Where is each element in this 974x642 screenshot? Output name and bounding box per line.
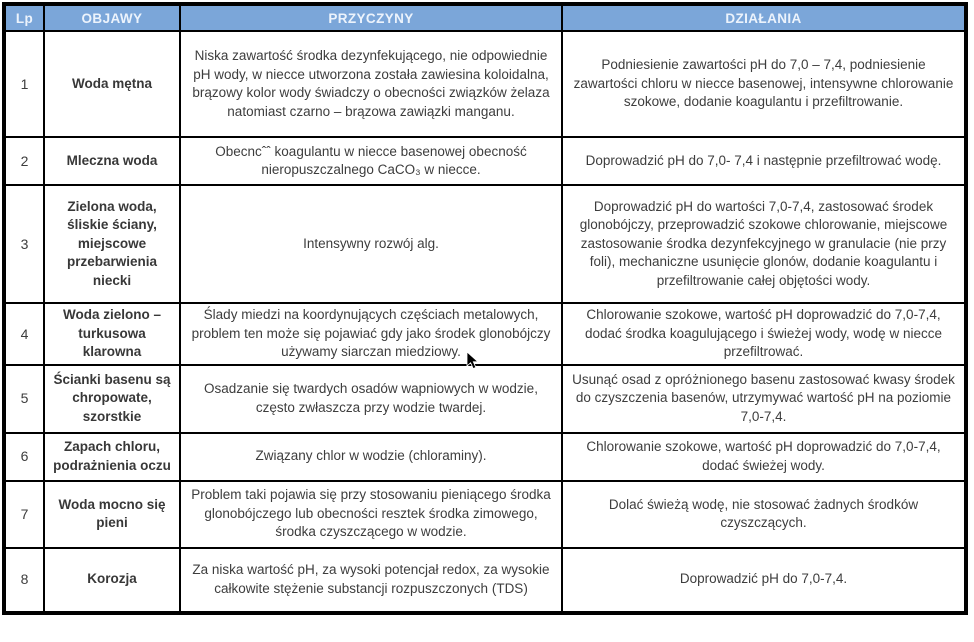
cell-dzialania: Dolać świeżą wodę, nie stosować żadnych środków czyszczących. [562,481,966,548]
cell-przyczyny: Problem taki pojawia się przy stosowaniu pieniącego środka glonobójczego lub obecności resztek środka zimowego, środka czyszczącego w wodzie. [180,481,562,548]
cell-lp: 6 [4,433,44,481]
cell-lp: 4 [4,303,44,365]
cell-dzialania: Podniesienie zawartości pH do 7,0 – 7,4, podniesienie zawartości chloru w niecce basenowej, intensywne chlorowanie szokowe, dodanie koagulantu i przefiltrowanie. [562,31,966,137]
cell-objawy: Zapach chloru, podrażnienia oczu [44,433,180,481]
cell-objawy: Woda mocno się pieni [44,481,180,548]
column-header-lp: Lp [4,4,44,31]
cell-przyczyny: Osadzanie się twardych osadów wapniowych w wodzie, często zwłaszcza przy wodzie twardej. [180,365,562,433]
cell-lp: 3 [4,185,44,303]
cell-objawy: Ścianki basenu są chropowate, szorstkie [44,365,180,433]
cell-dzialania: Doprowadzić pH do wartości 7,0-7,4, zastosować środek glonobójczy, przeprowadzić szokowe chlorowanie, miejscowe zastosowanie środka dezynfekcyjnego w granulacie (nie przy foli), mechaniczne usunięcie glonów, dodanie koagulantu i przefiltrowanie całej objętości wody. [562,185,966,303]
column-header-objawy: OBJAWY [44,4,180,31]
cell-dzialania: Chlorowanie szokowe, wartość pH doprowadzić do 7,0-7,4, dodać środka koagulującego i świeżej wody, wodę w niecce przefiltrować. [562,303,966,365]
table-row [4,365,966,433]
cell-przyczyny: Obecncˆˆ koagulantu w niecce basenowej obecność nieropuszczalnego CaCO₃ w niecce. [180,137,562,185]
cell-dzialania: Usunąć osad z opróżnionego basenu zastosować kwasy środek do czyszczenia basenów, utrzymywać wartość pH na poziomie 7,0-7,4. [562,365,966,433]
cell-objawy: Mleczna woda [44,137,180,185]
cell-objawy: Korozja [44,548,180,613]
column-header-dzialania: DZIAŁANIA [562,4,966,31]
table-row [4,433,966,481]
table-row [4,137,966,185]
cell-przyczyny: Ślady miedzi na koordynujących częściach metalowych, problem ten może się pojawiać gdy jako środek glonobójczy używamy siarczan miedziowy. [180,303,562,365]
table-row [4,31,966,137]
table-body [4,31,966,613]
table-row [4,548,966,613]
cell-lp: 1 [4,31,44,137]
cell-przyczyny: Intensywny rozwój alg. [180,185,562,303]
cell-przyczyny: Niska zawartość środka dezynfekującego, nie odpowiednie pH wody, w niecce utworzona została zawiesina koloidalna, brązowy kolor wody świadczy o obecności związków żelaza natomiast czarno – brązowa zawiązki manganu. [180,31,562,137]
cell-dzialania: Doprowadzić pH do 7,0-7,4. [562,548,966,613]
cell-objawy: Woda zielono – turkusowa klarowna [44,303,180,365]
cell-przyczyny: Związany chlor w wodzie (chloraminy). [180,433,562,481]
cell-lp: 5 [4,365,44,433]
table-row [4,303,966,365]
cell-przyczyny: Za niska wartość pH, za wysoki potencjał redox, za wysokie całkowite stężenie substancji rozpuszczonych (TDS) [180,548,562,613]
header-row [4,4,966,31]
cell-lp: 7 [4,481,44,548]
column-header-przyczyny: PRZYCZYNY [180,4,562,31]
cell-dzialania: Chlorowanie szokowe, wartość pH doprowadzić do 7,0-7,4, dodać świeżej wody. [562,433,966,481]
pool-water-troubleshooting-table [2,2,968,615]
cell-lp: 8 [4,548,44,613]
cell-dzialania: Doprowadzić pH do 7,0- 7,4 i następnie przefiltrować wodę. [562,137,966,185]
table-row [4,185,966,303]
cell-lp: 2 [4,137,44,185]
table-header [4,4,966,31]
cell-objawy: Zielona woda, śliskie ściany, miejscowe przebarwienia niecki [44,185,180,303]
cell-objawy: Woda mętna [44,31,180,137]
table-row [4,481,966,548]
